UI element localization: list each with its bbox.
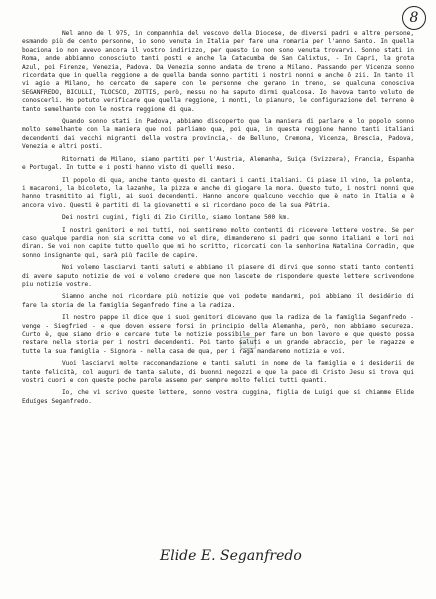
page-number: 8: [402, 6, 426, 30]
letter-body: [22, 30, 414, 410]
paragraph-7: Noi volemo lasciarvi tanti saluti e abbiamo il piasere di dirvi que sonno stati tanto contenti di avere saputo notizie de voi e volemo credere que non lascete de rispondere queste lettere scrivendone piu notizie vostre.: [22, 264, 414, 288]
paragraph-6: I nostri genitori e noi tutti, noi sentiremo molto contenti di ricevere lettere vostre. Se per caso qualque pardia non sia scritta come vo el dire, dimandereno si padri que sonno italiani e lori noi diran. Se voi non capite tutto quello que mi ho scritto, ricorcati con la senhorina Natalina Corradin, que sonno insignante qui, sarà più facile de capire.: [22, 226, 414, 259]
paragraph-10: Vuoi lasciarvi molte raccomandazione e tanti saluti in nome de la famiglia e i desiderii de tante felicità, col auguri de tanta salute, di buonni negozzi e que la pace di Cristo Jesu si trova qui vostri cuori e con queste poche parole assemo per sempre molto felici tutti quanti.: [22, 360, 414, 385]
paragraph-9: Il nostro pappe il dice que i suoi genitori dicevano que la radiza de la famiglia Seganfredo - venge - Siegfried - e que doven essere forsi in principio della Alemanha, però, non abbiamo secureza. Curto è, que siamo drio e cercare tute le notizie possibile per fare un bon lavoro e que questo possa restare nella storia per i nostri decendenti. Poi tanto saluti e un grande abraccio, per le ragazze e tutte la sua famiglia - Signora - nella casa de qua, per i ragà mandaremo notizia e voi.: [22, 314, 414, 355]
paragraph-11: Io, che vi scrivo queste lettere, sonno vostra cuggina, figlia de Luigi que si chiamme Elide Eduíges Seganfredo.: [22, 389, 414, 405]
paragraph-1: Nel anno de l 975, in compannhia del vescovo della Diocese, de diversi padri e altre persone, esmando più de cento personne, io sono venuta in Italia per fare una romaria per l'anno Santo. In quella boaciona io non avevo ancora il vostro indirizzo, per questo io non sono venuta trovarvi. Sonno stati in Roma, ande abbiamno conosciuto tanti posti e anche la Catacumba de San Calixtus, - In Capri, la grota Azul, poi Firenze, Venezia, Padova. Da Venezia sonno andata de treno a Milano. Passando per Vicenza sonno ricordata que in quella reggione a de quella banda sonno partiti i nostri nonni e anche ô zii. In tanto il vi agio a Milano, ho cercato de sapere con le personne che gerano in treno, se qualcuna conosciva SEGANFREDO, BICULLI, TLOCSCO, ZOTTIS, però, messu no ha saputo dirmi qualcosa. Io havova tanto voluto de conoscerli. Ho potuto verificare que quella reggione, i monti, lo pianuro, le configurazione del terreno è tanto semelhante con le nostra reggione di qua.: [22, 30, 414, 113]
paragraph-4: Il popolo di qua, anche tanto questo di cantari i canti italiani. Ci piase il vino, la polenta, i macaroni, la bicoleto, la lazanhe, la pizza e anche di giogare la mora. Questo tuto, i nostri nonni que hanno trasmitito ai figli, ai suoi decendenti. Hanno ancore qualcuno vecchio que è nato in Italia e è ancora vivo. Questi è partiti di la giovanetti e si ricordano poco de la sua Pátria.: [22, 176, 414, 209]
paragraph-8: Siamno anche noi ricordare più notizie que voi podete mandarmi, poi abbiamo il desidério di fare la storia de la famiglia Seganfredo fine a la radiza.: [22, 293, 414, 309]
paragraph-2: Quando sonno stati in Padova, abbiamo discoperto que la maniera di parlare e lo popolo sonno molto semelhante con la maniera que noi parliamo qua, poi qua, in questa reggione hanno tanti italiani decendenti dai vecchi migranti della vostra provincia,- de Belluno, Cremona, Vicenza, Brescia, Padova, Venezia e altri posti.: [22, 118, 414, 151]
paragraph-5: Dei nostri cugini, figli di Zio Cirillo, siamo lontane 500 km.: [62, 214, 290, 222]
paragraph-3: Ritornati de Milano, siamo partiti per l'Austria, Alemanha, Suiça (Svizzera), Francia, Espanha e Portugal. In tutte e i posti hanno visto di quelli meso.: [22, 155, 414, 172]
handwritten-signature: Elide E. Seganfredo: [160, 548, 302, 564]
